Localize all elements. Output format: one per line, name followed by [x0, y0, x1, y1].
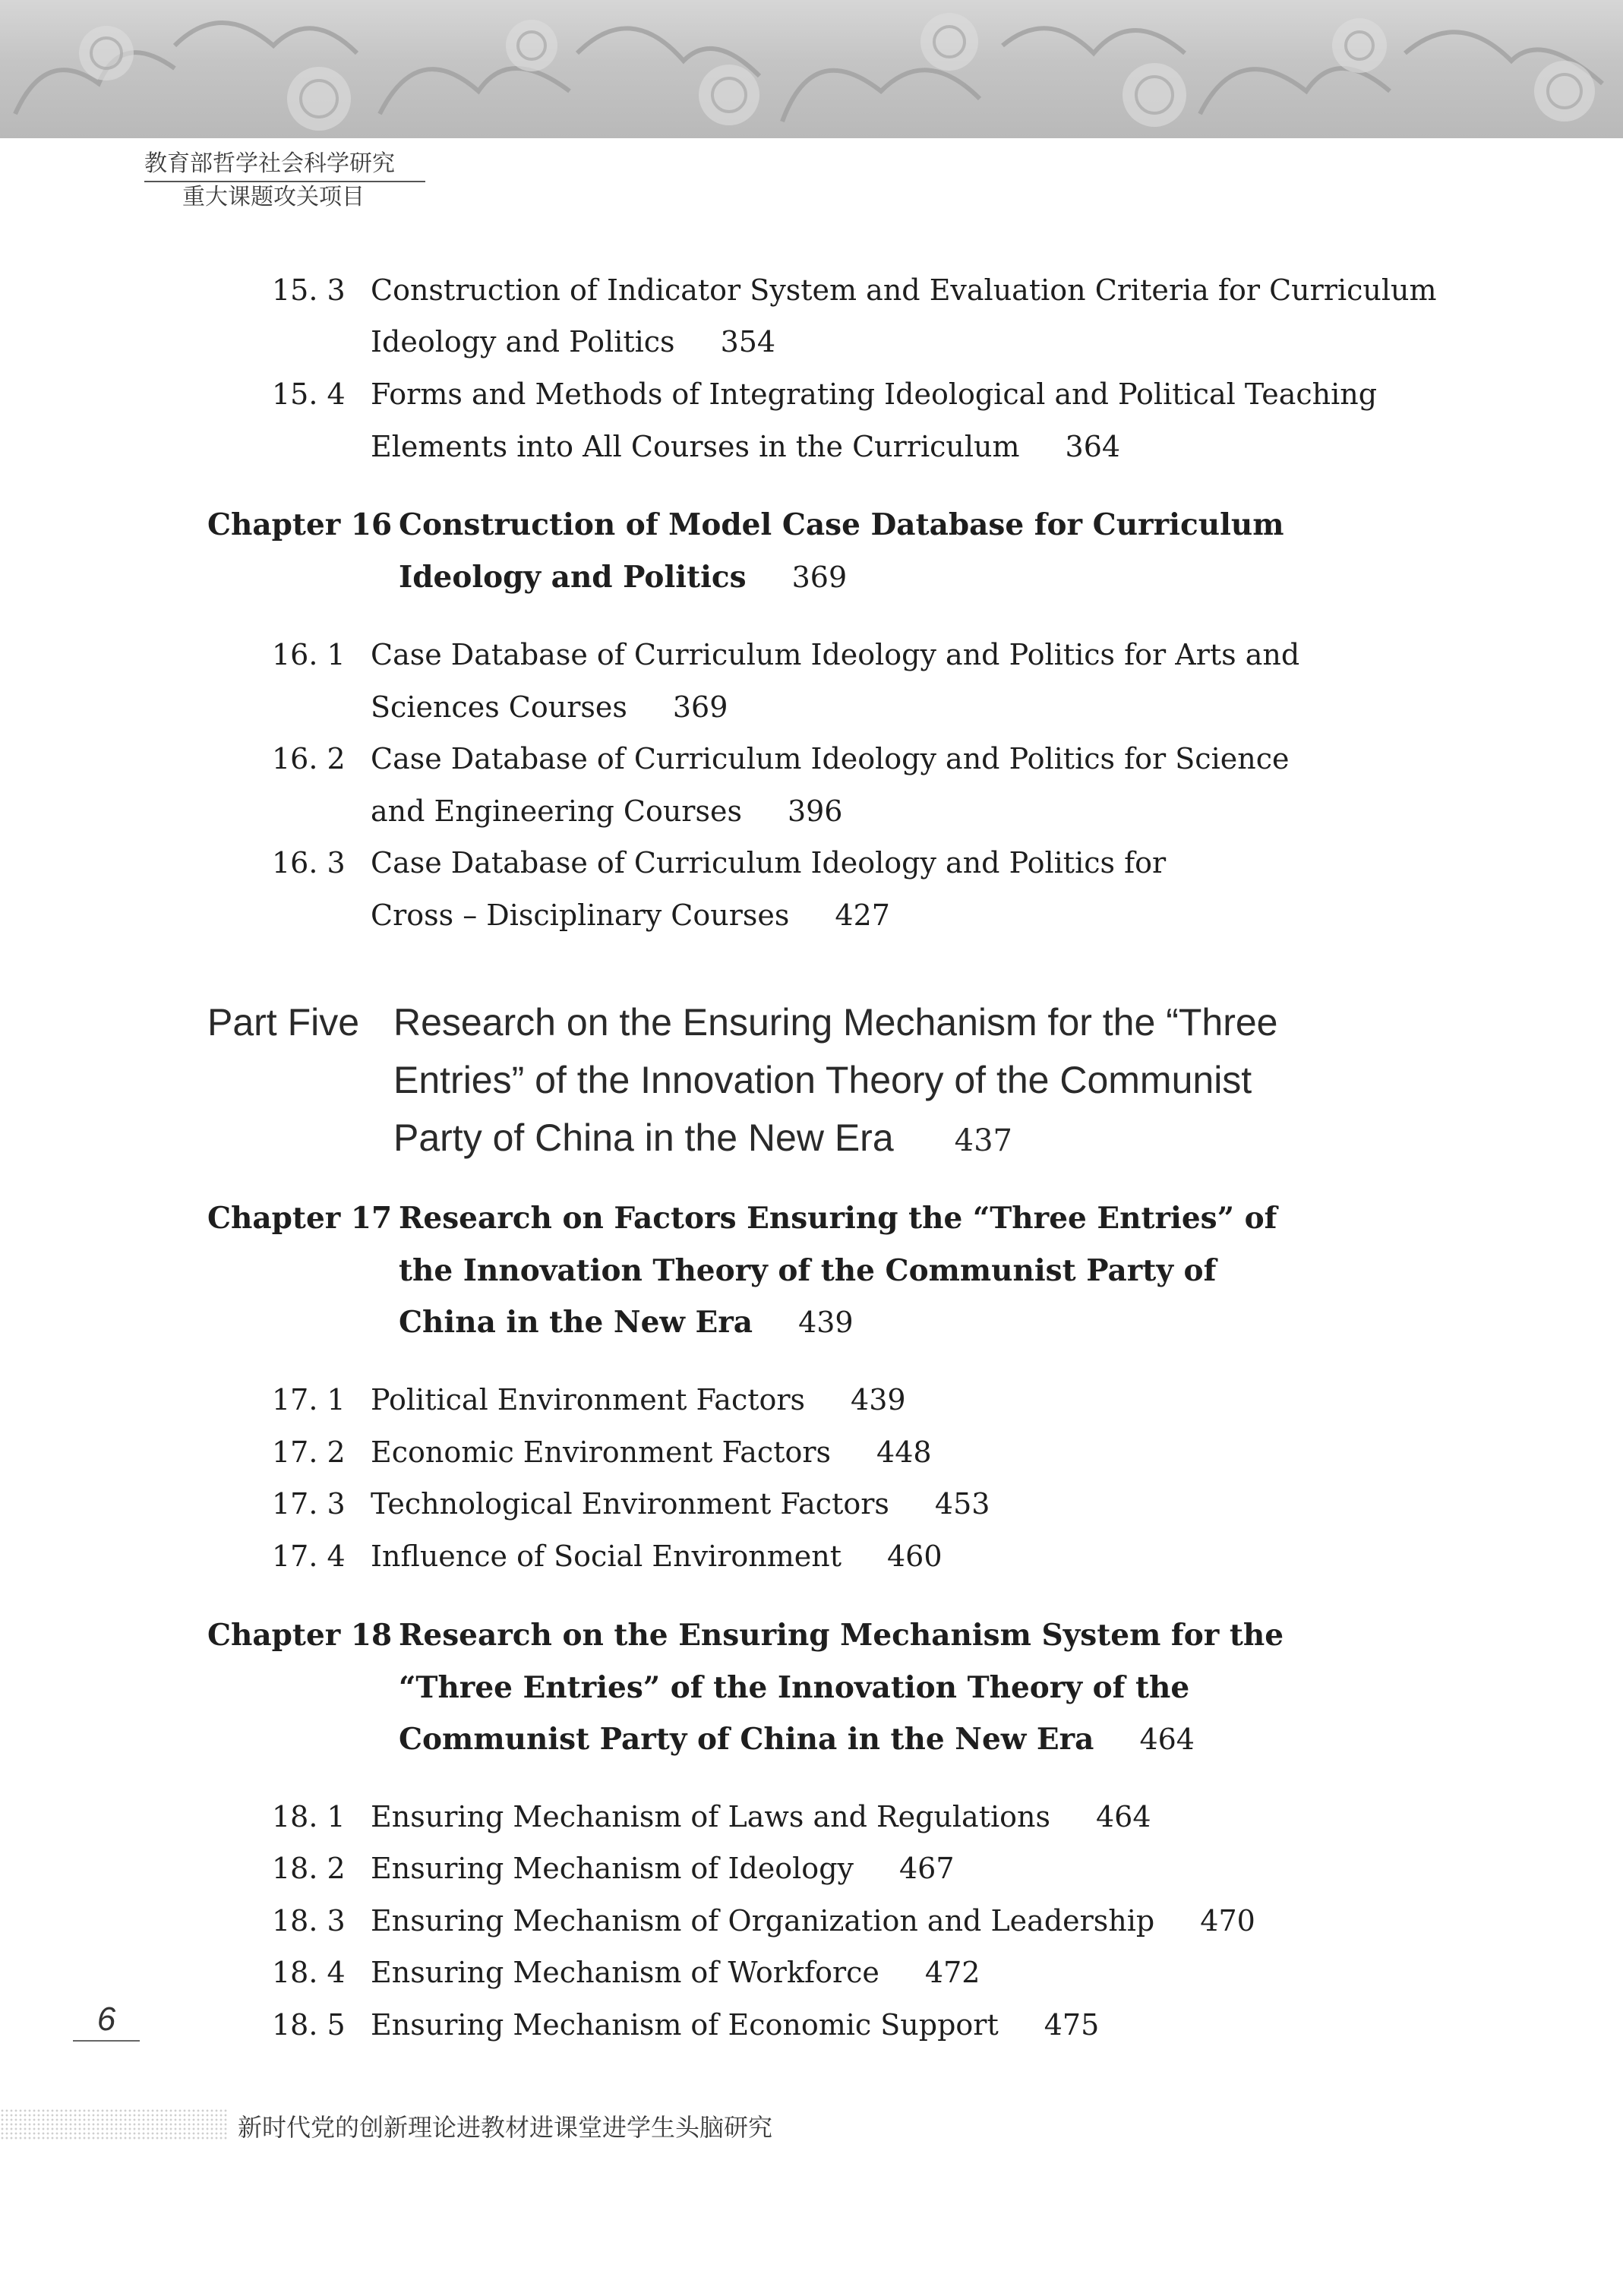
- footer-book-title: 新时代党的创新理论进教材进课堂进学生头脑研究: [238, 2113, 773, 2142]
- section-title-line: Political Environment Factors: [371, 1383, 806, 1416]
- page-number: 439: [798, 1306, 854, 1339]
- chapter-title-line: Research on the Ensuring Mechanism System for the: [399, 1618, 1284, 1653]
- section-number: 18. 5: [272, 2008, 346, 2042]
- page-number: 396: [787, 794, 843, 828]
- section-number: 17. 2: [272, 1435, 346, 1469]
- section-title-line: Ensuring Mechanism of Ideology: [371, 1852, 854, 1885]
- part-label: Part Five: [207, 1001, 360, 1044]
- series-title-line1: 教育部哲学社会科学研究: [144, 149, 425, 182]
- part-title-line: Research on the Ensuring Mechanism for the “Three: [393, 1001, 1278, 1044]
- chapter-label: Chapter 17: [207, 1201, 393, 1236]
- page-number: 427: [835, 899, 890, 932]
- chapter-title-line: the Innovation Theory of the Communist Party of: [399, 1253, 1217, 1288]
- page-number: 460: [887, 1540, 943, 1573]
- section-title-line: Case Database of Curriculum Ideology and Politics for Science: [371, 742, 1290, 775]
- section-title-line: Ideology and Politics: [371, 325, 675, 358]
- section-number: 17. 4: [272, 1540, 346, 1573]
- chapter-label: Chapter 18: [207, 1618, 393, 1653]
- section-number: 16. 2: [272, 742, 346, 775]
- section-title-line: Sciences Courses: [371, 690, 627, 724]
- page-folio: 6: [73, 1999, 140, 2042]
- page-number: 475: [1044, 2008, 1100, 2042]
- chapter-label: Chapter 16: [207, 507, 393, 542]
- page-number: 472: [924, 1956, 980, 1989]
- section-title-line: Forms and Methods of Integrating Ideological and Political Teaching: [371, 377, 1378, 411]
- chapter-title-line: Construction of Model Case Database for Curriculum: [399, 507, 1284, 542]
- part-title-line: Entries” of the Innovation Theory of the Communist: [393, 1059, 1252, 1101]
- page-number: 470: [1200, 1904, 1255, 1938]
- chapter-title-line: Communist Party of China in the New Era: [399, 1722, 1094, 1757]
- page-number: 467: [898, 1852, 955, 1885]
- section-title-line: Technological Environment Factors: [371, 1487, 889, 1521]
- section-title-line: Case Database of Curriculum Ideology and Politics for Arts and: [371, 638, 1300, 671]
- section-number: 16. 3: [272, 846, 346, 880]
- page-number: 354: [720, 325, 776, 358]
- page-number: 369: [791, 561, 848, 594]
- series-title-line2: 重大课题攻关项目: [182, 184, 365, 210]
- section-number: 18. 3: [272, 1904, 346, 1938]
- page-number: 453: [934, 1487, 990, 1521]
- footer-dot-pattern: [0, 2108, 228, 2140]
- section-number: 17. 3: [272, 1487, 346, 1521]
- chapter-title-line: Research on Factors Ensuring the “Three Entries” of: [399, 1201, 1277, 1236]
- section-number: 18. 4: [272, 1956, 346, 1989]
- section-number: 18. 2: [272, 1852, 346, 1885]
- section-title-line: Construction of Indicator System and Evaluation Criteria for Curriculum: [371, 273, 1437, 307]
- section-title-line: Ensuring Mechanism of Workforce: [371, 1956, 879, 1989]
- page-number: 464: [1095, 1800, 1151, 1833]
- section-title-line: Cross – Disciplinary Courses: [371, 899, 790, 932]
- page-number: 464: [1139, 1723, 1195, 1756]
- section-title-line: Ensuring Mechanism of Organization and Leadership: [371, 1904, 1155, 1938]
- chapter-title-line: “Three Entries” of the Innovation Theory of the: [399, 1670, 1190, 1705]
- page-number: 369: [672, 690, 728, 724]
- section-number: 15. 4: [272, 377, 346, 411]
- chapter-title-line: Ideology and Politics: [399, 560, 747, 595]
- section-title-line: Ensuring Mechanism of Economic Support: [371, 2008, 999, 2042]
- section-title-line: Ensuring Mechanism of Laws and Regulations: [371, 1800, 1050, 1833]
- section-number: 16. 1: [272, 638, 346, 671]
- section-number: 17. 1: [272, 1383, 346, 1416]
- section-number: 15. 3: [272, 273, 346, 307]
- page-number: 364: [1065, 430, 1121, 463]
- section-title-line: Influence of Social Environment: [371, 1540, 841, 1573]
- section-title-line: Elements into All Courses in the Curriculum: [371, 430, 1020, 463]
- chapter-title-line: China in the New Era: [399, 1305, 753, 1340]
- page-number: 437: [954, 1123, 1013, 1158]
- part-title-line: Party of China in the New Era: [393, 1116, 894, 1159]
- section-title-line: Case Database of Curriculum Ideology and Politics for: [371, 846, 1167, 880]
- page-number: 439: [851, 1383, 906, 1416]
- section-title-line: and Engineering Courses: [371, 794, 742, 828]
- section-number: 18. 1: [272, 1800, 346, 1833]
- section-title-line: Economic Environment Factors: [371, 1435, 832, 1469]
- page-number: 448: [876, 1435, 932, 1469]
